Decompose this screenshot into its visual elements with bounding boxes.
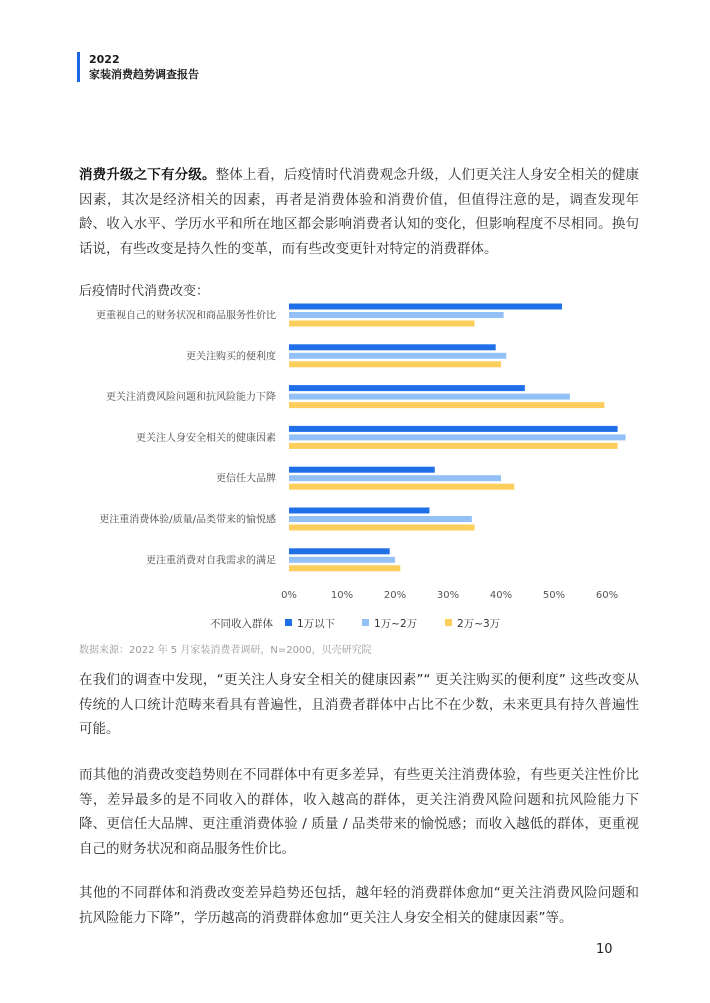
bar <box>289 361 501 367</box>
category-label: 更关注购买的便利度 <box>186 351 276 363</box>
category-label: 更注重消费对自我需求的满足 <box>146 555 276 567</box>
x-tick-label: 20% <box>383 590 407 601</box>
category-label: 更重视自己的财务状况和商品服务性价比 <box>96 310 276 322</box>
legend-label: 1万~2万 <box>374 618 418 630</box>
bar <box>289 443 618 449</box>
bar <box>289 548 390 554</box>
bar <box>289 475 501 481</box>
intro-paragraph <box>79 163 639 261</box>
bar <box>289 467 435 473</box>
legend-label: 1万以下 <box>297 618 336 630</box>
paragraph-4: 其他的不同群体和消费改变差异趋势还包括，越年轻的消费群体愈加“更关注消费风险问题和抗风险能力下降”，学历越高的消费群体愈加“更关注人身安全相关的健康因素”等。 <box>79 885 639 926</box>
report-title: 家装消费趋势调查报告 <box>89 68 199 81</box>
bar <box>289 557 395 563</box>
bar <box>289 484 514 490</box>
paragraph-2: 在我们的调查中发现，“更关注人身安全相关的健康因素”“ 更关注购买的便利度” 这些改变从传统的人口统计范畴来看具有普遍性，且消费者群体中占比不在少数，未来更具有持久普遍性可能。 <box>79 672 639 737</box>
bar <box>289 321 475 327</box>
bar <box>289 525 475 531</box>
page-number: 10 <box>596 942 613 957</box>
paragraph-3: 而其他的消费改变趋势则在不同群体中有更多差异，有些更关注消费体验，有些更关注性价比等，差异最多的是不同收入的群体，收入越高的群体，更关注消费风险问题和抗风险能力下降、更信任大品牌、更注重消费体验 / 质量 / 品类带来的愉悦感；而收入越低的群体，更重视自己的财务状况和商品服务性价比。 <box>79 767 639 857</box>
x-tick-label: 50% <box>542 590 566 601</box>
x-tick-label: 0% <box>281 590 297 601</box>
legend-swatch <box>285 619 292 626</box>
bar <box>289 312 504 318</box>
report-year: 2022 <box>89 53 120 66</box>
legend-title: 不同收入群体 <box>210 618 273 630</box>
category-label: 更关注消费风险问题和抗风险能力下降 <box>106 392 276 404</box>
intro-lead: 消费升级之下有分级。 <box>79 167 216 183</box>
bar <box>289 426 618 432</box>
bar <box>289 353 506 359</box>
category-label: 更信任大品牌 <box>216 473 276 485</box>
x-tick-label: 30% <box>436 590 460 601</box>
bar <box>289 508 429 514</box>
intro-body: 整体上看，后疫情时代消费观念升级，人们更关注人身安全相关的健康因素，其次是经济相关的因素，再者是消费体验和消费价值，但值得注意的是，调查发现年龄、收入水平、学历水平和所在地区都会影响消费者认知的变化，但影响程度不尽相同。换句话说，有些改变是持久性的变革，而有些改变更针对特定的消费群体。 <box>79 167 639 257</box>
legend-swatch <box>445 619 452 626</box>
bar <box>289 434 626 440</box>
category-label: 更注重消费体验/质量/品类带来的愉悦感 <box>99 514 276 526</box>
bar <box>289 565 400 571</box>
income-bar-chart <box>0 290 710 640</box>
bar <box>289 402 604 408</box>
legend-swatch <box>362 619 369 626</box>
bar <box>289 516 472 522</box>
bar <box>289 385 525 391</box>
bar <box>289 344 496 350</box>
chart-caption: 后疫情时代消费改变： <box>79 284 210 299</box>
x-tick-label: 40% <box>489 590 513 601</box>
bar <box>289 304 562 310</box>
category-label: 更关注人身安全相关的健康因素 <box>136 432 276 444</box>
data-source: 数据来源：2022 年 5 月家装消费者调研，N=2000，贝壳研究院 <box>79 645 372 656</box>
bar <box>289 394 570 400</box>
x-tick-label: 10% <box>330 590 354 601</box>
x-tick-label: 60% <box>595 590 619 601</box>
report-header <box>77 52 199 82</box>
legend-label: 2万~3万 <box>457 618 501 630</box>
